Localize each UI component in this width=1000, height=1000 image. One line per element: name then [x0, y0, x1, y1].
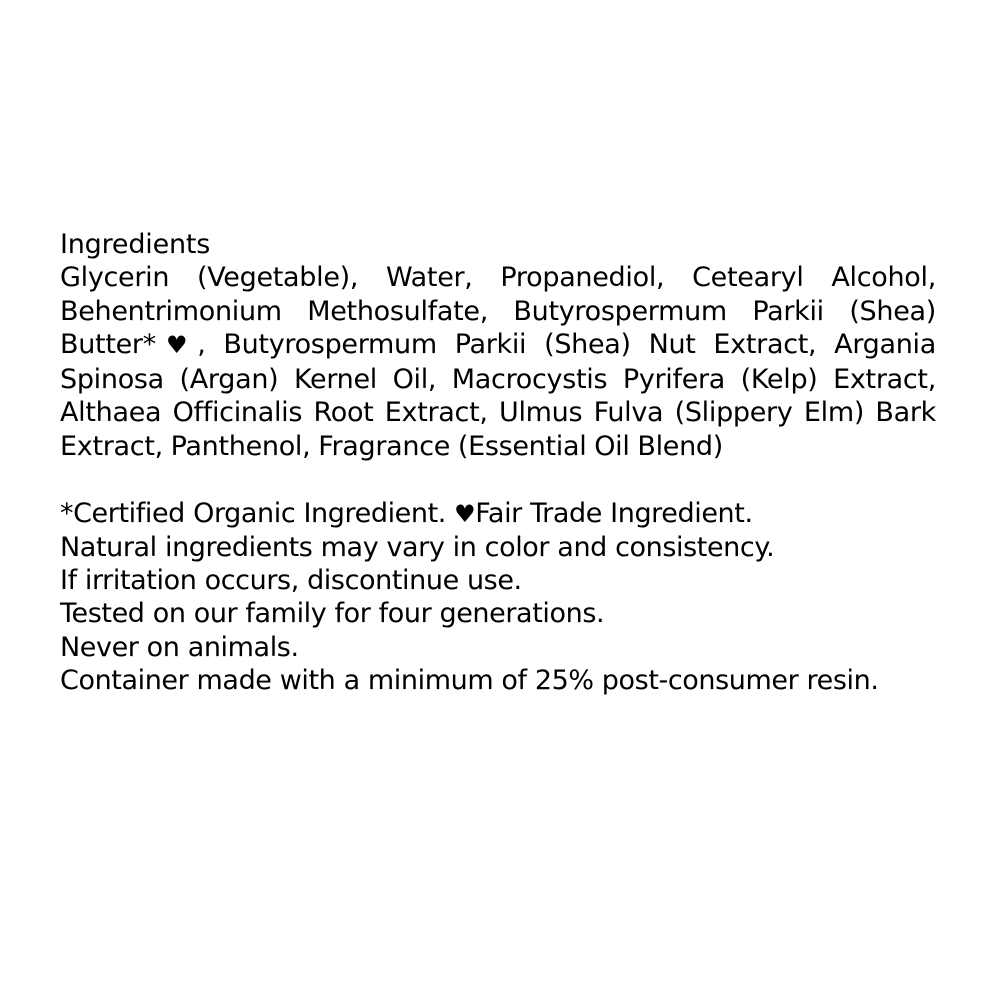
note-family-tested: Tested on our family for four generations.: [60, 598, 605, 630]
ingredients-label: [60, 228, 936, 697]
heart-icon: ♥: [454, 499, 476, 528]
ingredients-heading: Ingredients: [60, 229, 211, 260]
note-recycled-container: Container made with a minimum of 25% post-consumer resin.: [60, 665, 879, 697]
heart-icon: ♥: [155, 331, 198, 360]
section-spacer: [60, 464, 936, 497]
note-cruelty-free: Never on animals.: [60, 631, 299, 663]
ingredients-text-part2: , Butyrospermum Parkii (Shea) Nut Extract, Argania Spinosa (Argan) Kernel Oil, Macrocystis Pyrifera (Kelp) Extract, Althaea Officinalis Root Extract, Ulmus Fulva (Slippery Elm) Bark Extract, Panthenol, Fragrance (Essential Oil Blend): [60, 329, 936, 462]
note-natural-variation: Natural ingredients may vary in color and consistency.: [60, 531, 775, 563]
footnote-fair-trade: Fair Trade Ingredient.: [475, 497, 753, 529]
ingredients-text-part1: Glycerin (Vegetable), Water, Propanediol, Cetearyl Alcohol, Behentrimonium Methosulfate, Butyrospermum Parkii (Shea) Butter*: [60, 262, 936, 361]
ingredients-list: [60, 261, 936, 464]
footnote-organic: *Certified Organic Ingredient.: [60, 497, 455, 529]
footnote-certifications: [60, 497, 936, 531]
note-irritation-warning: If irritation occurs, discontinue use.: [60, 565, 522, 597]
